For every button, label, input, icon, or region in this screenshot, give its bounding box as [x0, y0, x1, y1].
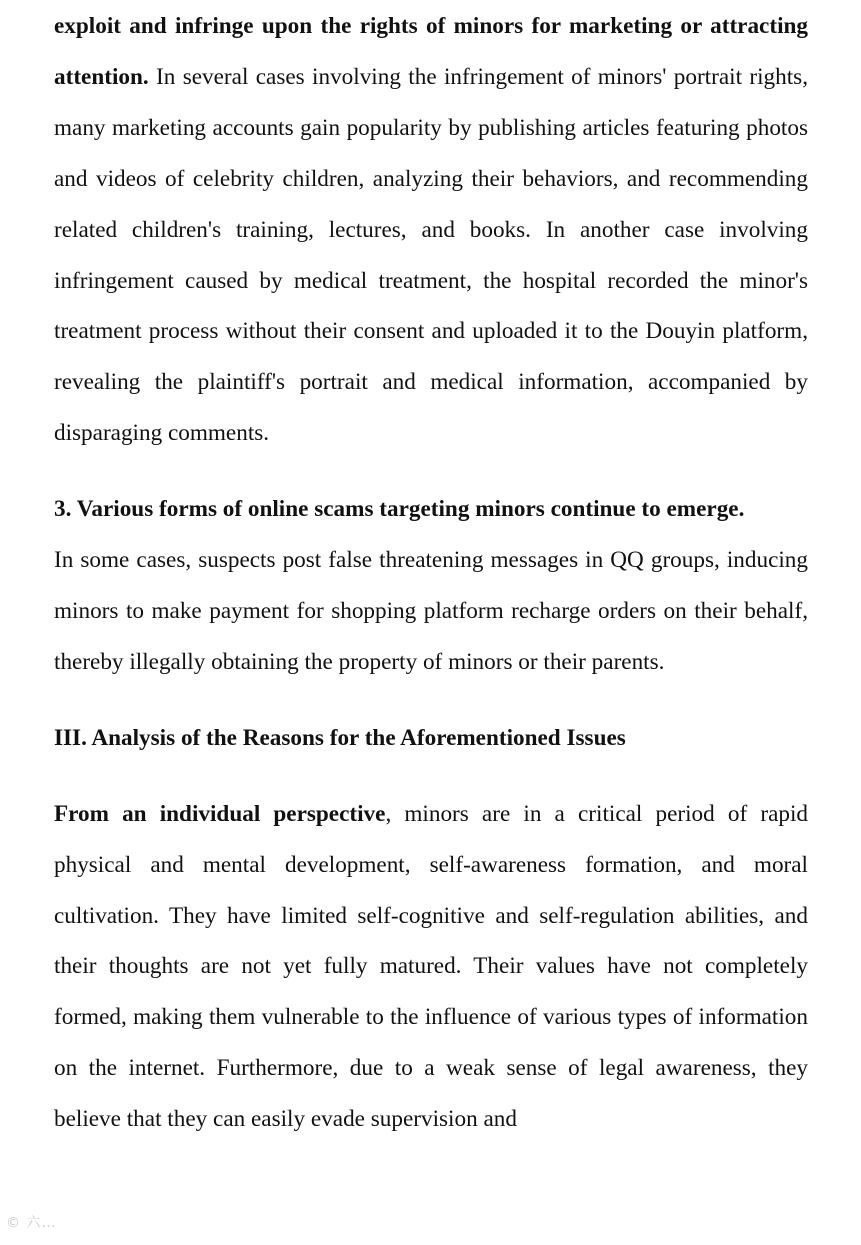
- paragraph-spacer: [54, 764, 808, 789]
- paragraph-body: , minors are in a critical period of rapid physical and mental development, self-awareness formation, and moral cultivation. They have limited self-cognitive and self-regulation abilities, and their thoughts are not yet fully matured. Their values have not completely formed, making them vulnerable to the influence of various types of information on the internet. Furthermore, due to a weak sense of legal awareness, they believe that they can easily evade supervision and: [54, 800, 808, 1133]
- paragraph-spacer: [54, 459, 808, 484]
- paragraph-individual-perspective: [54, 789, 808, 1145]
- paragraph-online-scams: [54, 484, 808, 688]
- paragraph-body: In some cases, suspects post false threatening messages in QQ groups, inducing minors to make payment for shopping platform recharge orders on their behalf, thereby illegally obtaining the property of minors or their parents.: [54, 547, 808, 675]
- watermark-logo: © 六…: [6, 1215, 57, 1231]
- paragraph-marketing-infringement: [54, 1, 808, 459]
- paragraph-spacer: [54, 688, 808, 713]
- paragraph-body: In several cases involving the infringement of minors' portrait rights, many marketing accounts gain popularity by publishing articles featuring photos and videos of celebrity children, analyzing their behaviors, and recommending related children's training, lectures, and books. In another case involving infringement caused by medical treatment, the hospital recorded the minor's treatment process without their consent and uploaded it to the Douyin platform, revealing the plaintiff's portrait and medical information, accompanied by disparaging comments.: [54, 63, 808, 447]
- document-page: [54, 0, 808, 1145]
- paragraph-lead-bold: exploit and infringe upon the rights of minors for marketing or attracting attention.: [54, 13, 808, 90]
- paragraph-lead-bold: From an individual perspective: [54, 800, 386, 827]
- section-heading-analysis: III. Analysis of the Reasons for the Aforementioned Issues: [54, 724, 626, 751]
- subheading-online-scams: 3. Various forms of online scams targeting minors continue to emerge.: [54, 496, 745, 523]
